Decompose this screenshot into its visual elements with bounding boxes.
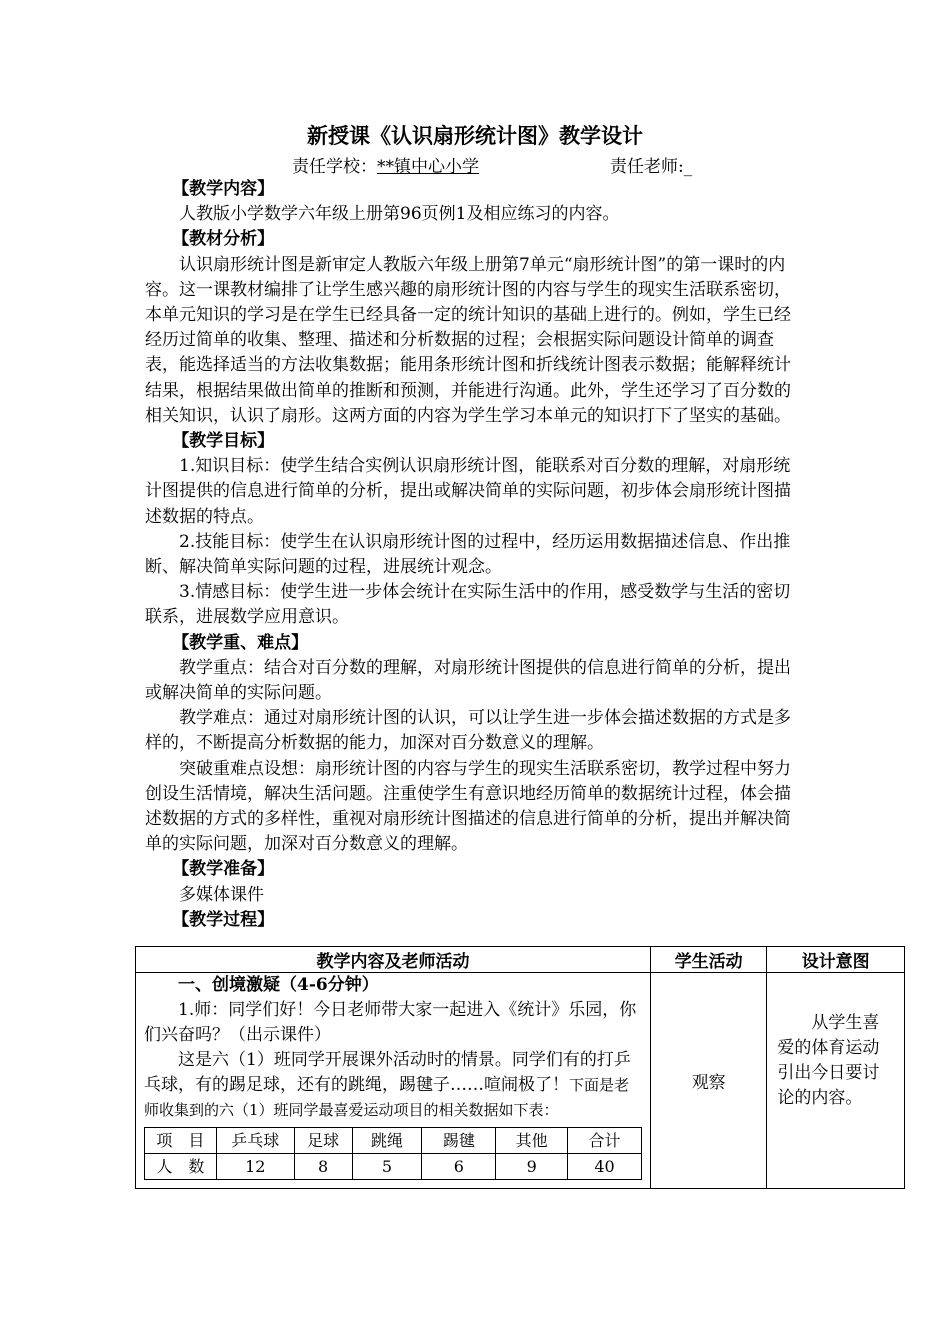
column-header: 设计意图 (767, 947, 905, 973)
section-heading: 【教学过程】 (172, 909, 275, 930)
paragraph: 教学难点：通过对扇形统计图的认识，可以让学生进一步体会描述数据的方式是多样的，不断提高分析数据的能力，加深对百分数意义的理解。 (145, 708, 791, 754)
document-body (145, 177, 805, 933)
school-label: 责任学校： (292, 157, 377, 177)
section-heading: 【教学内容】 (172, 179, 275, 199)
table-cell: 40 (568, 1154, 642, 1180)
sports-data-table (144, 1127, 642, 1180)
section-heading: 【教学目标】 (172, 431, 275, 452)
student-activity-cell: 观察 (650, 973, 766, 1189)
column-header: 学生活动 (650, 947, 766, 973)
table-cell: 跳绳 (352, 1128, 422, 1154)
paragraph: 1.师：同学们好！今日老师带大家一起进入《统计》乐园，你们兴奋吗？（出示课件） (144, 1000, 637, 1045)
design-intent-cell (767, 973, 905, 1189)
paragraph-small-text: 下面是老师收集到的六（1）班同学最喜爱运动项目的相关数据如下表： (144, 1076, 630, 1119)
design-intent-text: 从学生喜爱的体育运动引出今日要讨论的内容。 (777, 1013, 880, 1108)
section-heading: 【教学准备】 (172, 859, 275, 880)
process-table (135, 946, 905, 1189)
table-cell: 乒乓球 (216, 1128, 294, 1154)
section-heading: 【教材分析】 (172, 229, 275, 250)
paragraph: 1.知识目标：使学生结合实例认识扇形统计图，能联系对百分数的理解，对扇形统计图提供的信息进行简单的分析，提出或解决简单的实际问题，初步体会扇形统计图描述数据的特点。 (145, 456, 791, 527)
table-cell: 8 (294, 1154, 352, 1180)
column-header: 教学内容及老师活动 (136, 947, 651, 973)
paragraph: 人教版小学数学六年级上册第96页例1及相应练习的内容。 (179, 204, 620, 225)
inner-table-row (145, 1128, 642, 1154)
page-title: 新授课《认识扇形统计图》教学设计 (307, 123, 643, 148)
paragraph: 3.情感目标：使学生进一步体会统计在实际生活中的作用，感受数学与生活的密切联系，进展数学应用意识。 (145, 582, 791, 628)
table-cell: 其他 (496, 1128, 568, 1154)
step-title: 一、创境激疑（4-6分钟） (178, 975, 379, 995)
table-cell: 12 (216, 1154, 294, 1180)
section-heading: 【教学重、难点】 (172, 632, 309, 653)
paragraph: 认识扇形统计图是新审定人教版六年级上册第7单元“扇形统计图”的第一课时的内容。这一课教材编排了让学生感兴趣的扇形统计图的内容与学生的现实生活联系密切，本单元知识的学习是在学生已经具备一定的统计知识的基础上进行的。例如，学生已经经历过简单的收集、整理、描述和分析数据的过程；会根据实际问题设计简单的调查表，能选择适当的方法收集数据；能用条形统计图和折线统计图表示数据；能解释统计结果，根据结果做出简单的推断和预测，并能进行沟通。此外，学生还学习了百分数的相关知识，认识了扇形。这两方面的内容为学生学习本单元的知识打下了坚实的基础。 (145, 254, 791, 426)
table-cell: 6 (422, 1154, 496, 1180)
table-cell: 合计 (568, 1128, 642, 1154)
responsibility-line (292, 152, 762, 177)
paragraph: 多媒体课件 (179, 884, 264, 905)
school-value: **镇中心小学 (377, 157, 479, 177)
paragraph: 教学重点：结合对百分数的理解，对扇形统计图提供的信息进行简单的分析，提出或解决简单的实际问题。 (145, 657, 791, 704)
table-cell: 5 (352, 1154, 422, 1180)
table-cell: 项 目 (145, 1128, 217, 1154)
table-cell: 足球 (294, 1128, 352, 1154)
teacher-label: 责任老师:_ (610, 157, 693, 177)
paragraph-text: 这是六（1）班同学开展课外活动时的情景。同学们有的打乒乓球，有的踢足球，还有的跳绳，踢毽子……喧闹极了！ (144, 1050, 631, 1095)
paragraph: 突破重难点设想：扇形统计图的内容与学生的现实生活联系密切，教学过程中努力创设生活情境，解决生活问题。注重使学生有意识地经历简单的数据统计过程，体会描述数据的方式的多样性，重视对扇形统计图描述的信息进行简单的分析，提出并解决简单的实际问题，加深对百分数意义的理解。 (145, 758, 791, 855)
paragraph: 2.技能目标：使学生在认识扇形统计图的过程中，经历运用数据描述信息、作出推断、解决简单实际问题的过程，进展统计观念。 (145, 531, 791, 578)
paragraph (144, 1048, 644, 1123)
table-cell: 9 (496, 1154, 568, 1180)
table-header-row (136, 947, 905, 973)
inner-table-row (145, 1154, 642, 1180)
table-cell: 人 数 (145, 1154, 217, 1180)
teacher-activity-cell (136, 973, 651, 1189)
table-row (136, 973, 905, 1189)
table-cell: 踢毽 (422, 1128, 496, 1154)
